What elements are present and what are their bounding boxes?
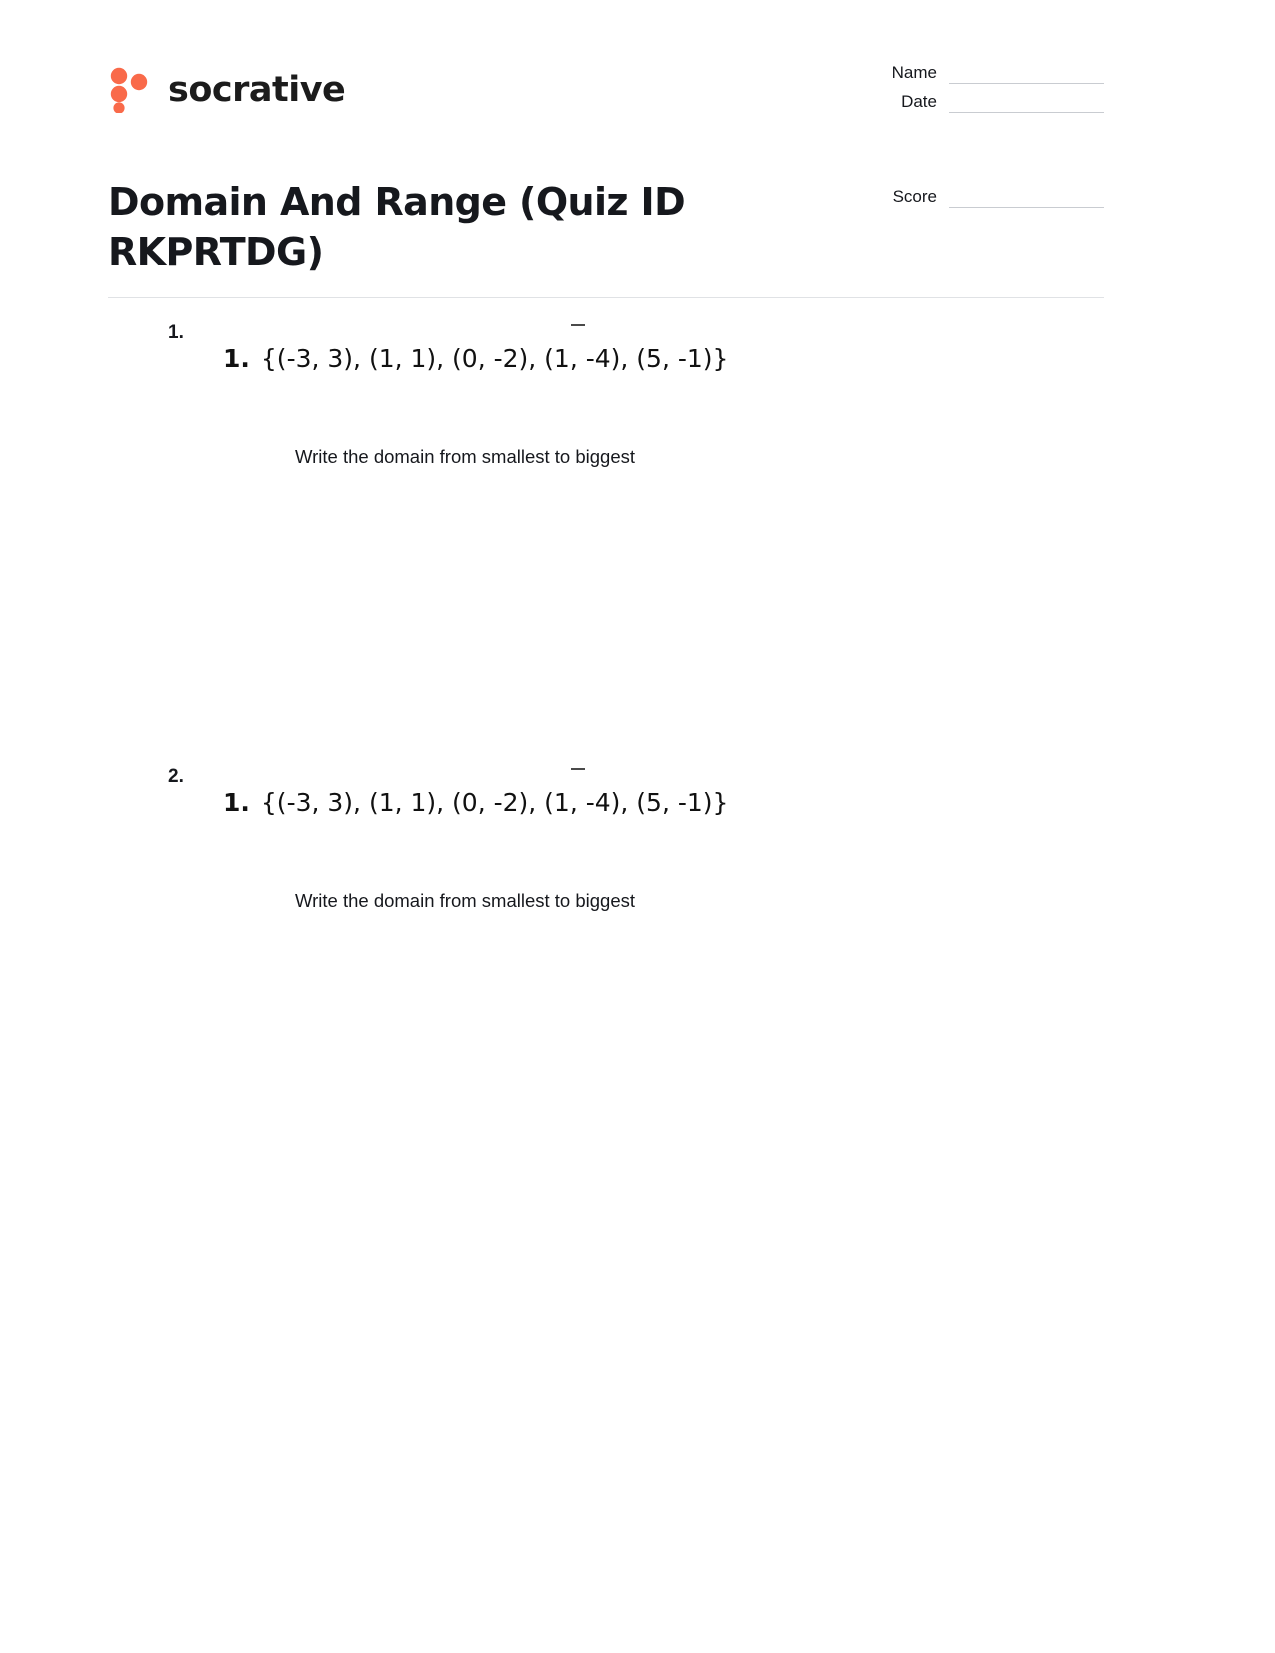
- question-body: [202, 322, 1092, 467]
- brand: [108, 67, 345, 113]
- question-number: 1.: [168, 322, 184, 343]
- question-body: [202, 766, 1092, 911]
- student-meta-fields: [864, 55, 1104, 208]
- brand-name: socrative: [168, 69, 346, 110]
- name-input-line[interactable]: [949, 82, 1104, 84]
- meta-row-date: [864, 84, 1104, 113]
- score-input-line[interactable]: [949, 206, 1104, 208]
- question-prompt: Write the domain from smallest to biggest: [295, 446, 635, 467]
- image-index-label: 1.: [223, 344, 250, 373]
- score-label: Score: [892, 187, 937, 206]
- meta-row-name: [864, 55, 1104, 84]
- image-text-line: [223, 788, 728, 817]
- meta-row-score: [864, 179, 1104, 208]
- socrative-dots-logo-icon: [108, 67, 154, 113]
- name-label: Name: [891, 63, 937, 82]
- image-index-label: 1.: [223, 788, 250, 817]
- question-image: [202, 322, 842, 414]
- date-input-line[interactable]: [949, 111, 1104, 113]
- page-title: Domain And Range (Quiz ID RKPRTDG): [108, 180, 686, 274]
- question-prompt: Write the domain from smallest to biggest: [295, 890, 635, 911]
- image-expression: {(-3, 3), (1, 1), (0, -2), (1, -4), (5, -1)}: [260, 788, 729, 817]
- image-dash-mark: [571, 768, 585, 770]
- question-image: [202, 766, 842, 858]
- image-dash-mark: [571, 324, 585, 326]
- image-expression: {(-3, 3), (1, 1), (0, -2), (1, -4), (5, -1)}: [260, 344, 729, 373]
- image-text-line: [223, 344, 728, 373]
- page-header: [108, 55, 1104, 274]
- date-label: Date: [901, 92, 937, 111]
- header-divider: [108, 297, 1104, 298]
- question-number: 2.: [168, 766, 184, 787]
